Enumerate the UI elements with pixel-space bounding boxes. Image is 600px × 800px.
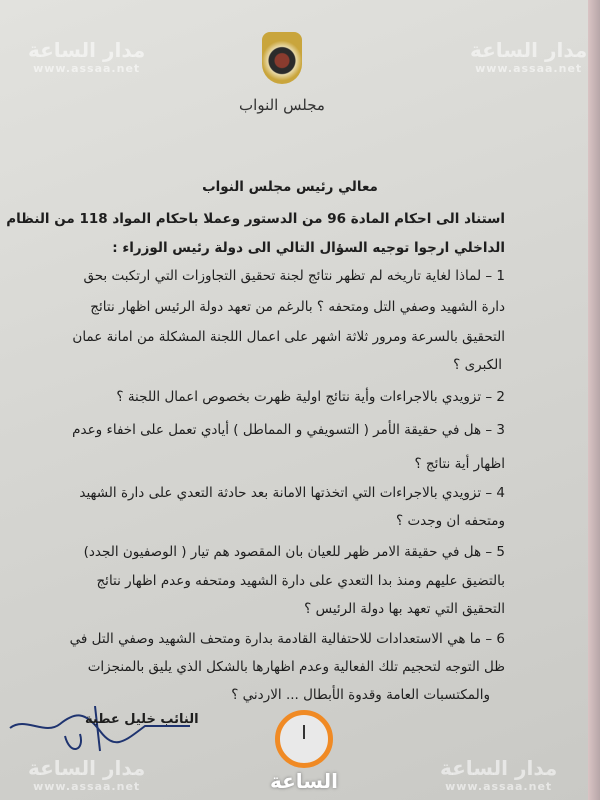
watermark-name: مدار الساعة bbox=[28, 38, 146, 62]
watermark bbox=[470, 38, 587, 76]
question-6-line: 6 – ما هي الاستعدادات للاحتفالية القادمة بدارة ومتحف الشهيد وصفي التل في bbox=[69, 631, 505, 647]
question-5-line: 5 – هل في حقيقة الامر ظهر للعيان بان المقصود هم تيار ( الوصفيون الجدد) bbox=[83, 544, 505, 560]
question-4-line: ومتحفه ان وجدت ؟ bbox=[396, 513, 505, 529]
clock-icon bbox=[275, 710, 333, 768]
question-3-line: 3 – هل في حقيقة الأمر ( التسويفي و المماطل ) أيادي تعمل على اخفاء وعدم bbox=[72, 422, 505, 438]
watermark bbox=[28, 756, 145, 794]
question-4-line: 4 – تزويدي بالاجراءات التي اتخذتها الامانة بعد حادثة التعدي على دارة الشهيد bbox=[79, 485, 505, 501]
watermark-name: مدار الساعة bbox=[28, 756, 146, 780]
question-6-line: والمكتسبات العامة وقدوة الأبطال ... الاردني ؟ bbox=[231, 687, 490, 703]
watermark-name: مدار الساعة bbox=[470, 38, 588, 62]
intro-line: الداخلي ارجوا توجيه السؤال التالي الى دولة رئيس الوزراء : bbox=[112, 240, 505, 256]
letterhead-institution: مجلس النواب bbox=[239, 96, 325, 114]
question-5-line: بالتضيق عليهم ومنذ بدا التعدي على دارة الشهيد ومتحفه وعدم اظهار نتائج bbox=[96, 573, 505, 589]
watermark-name: مدار الساعة bbox=[440, 756, 558, 780]
question-1-line: دارة الشهيد وصفي التل ومتحفه ؟ بالرغم من تعهد دولة الرئيس اظهار نتائج bbox=[90, 299, 505, 315]
question-1-line: 1 – لماذا لغاية تاريخه لم تظهر نتائج لجنة تحقيق التجاوزات التي ارتكبت بحق bbox=[83, 268, 505, 284]
page-edge bbox=[588, 0, 600, 800]
watermark-url: www.assaa.net bbox=[475, 62, 583, 75]
watermark-url: www.assaa.net bbox=[445, 780, 553, 793]
watermark bbox=[28, 38, 145, 76]
question-3-line: اظهار أية نتائج ؟ bbox=[414, 456, 505, 472]
question-5-line: التحقيق التي تعهد بها دولة الرئيس ؟ bbox=[304, 601, 505, 617]
question-1-line: التحقيق بالسرعة ومرور ثلاثة اشهر على اعمال اللجنة المشكلة من امانة عمان bbox=[72, 329, 505, 345]
question-1-line: الكبرى ؟ bbox=[453, 357, 502, 373]
site-logo bbox=[266, 710, 342, 798]
coat-of-arms-icon bbox=[262, 32, 302, 84]
question-6-line: ظل التوجه لتحجيم تلك الفعالية وعدم اظهارها بالشكل الذي يليق بالمنجزات bbox=[87, 659, 505, 675]
salutation: معالي رئيس مجلس النواب bbox=[202, 179, 378, 195]
logo-text: الساعة bbox=[269, 769, 339, 793]
watermark-url: www.assaa.net bbox=[33, 62, 141, 75]
watermark bbox=[440, 756, 557, 794]
signer-name: النائب خليل عطية bbox=[85, 712, 199, 727]
intro-line: استناد الى احكام المادة 96 من الدستور وعملا باحكام المواد 118 من النظام bbox=[6, 211, 505, 227]
watermark-url: www.assaa.net bbox=[33, 780, 141, 793]
question-2-line: 2 – تزويدي بالاجراءات وأية نتائج اولية ظهرت بخصوص اعمال اللجنة ؟ bbox=[116, 389, 505, 405]
